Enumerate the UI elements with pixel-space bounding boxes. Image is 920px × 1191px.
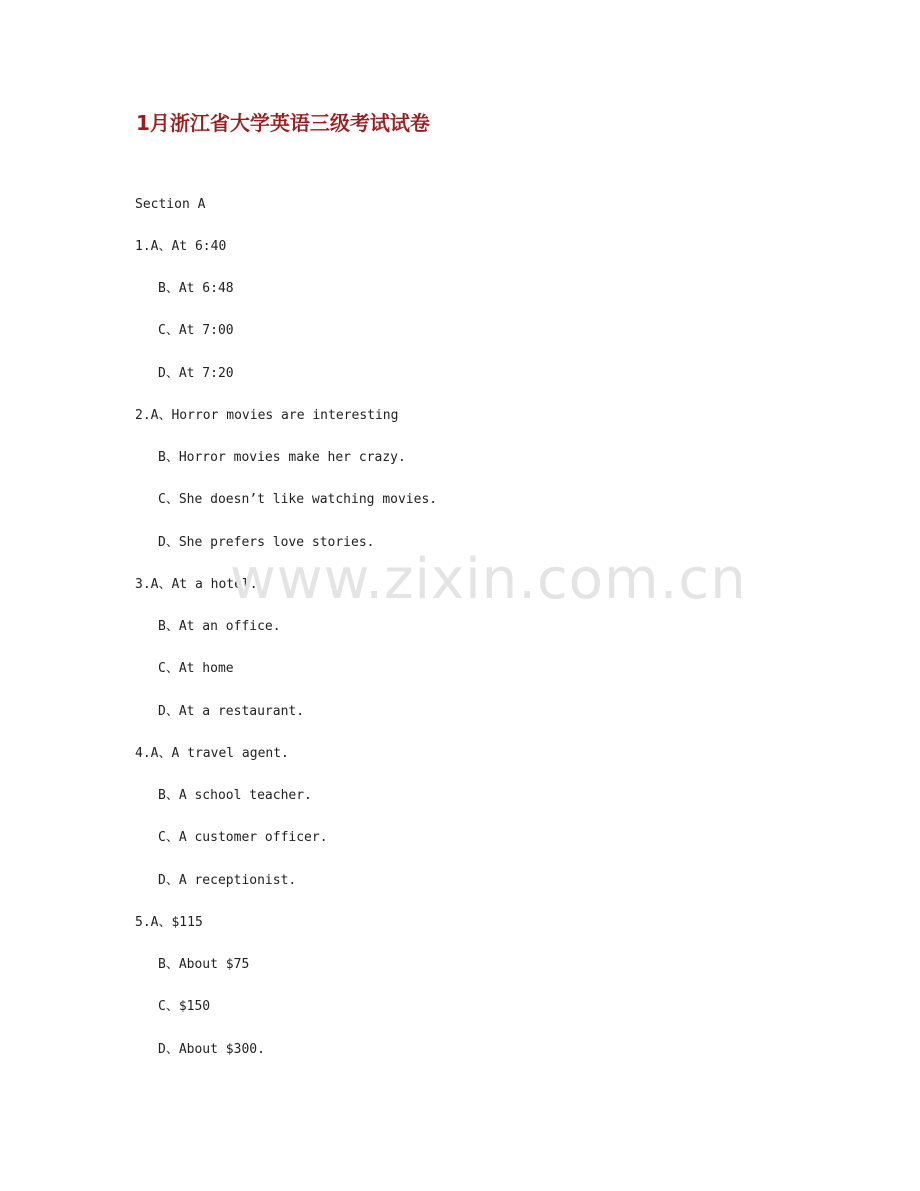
watermark: www.zixin.com.cn xyxy=(230,547,747,612)
document-title: 1月浙江省大学英语三级考试试卷 xyxy=(136,111,430,135)
question-3-option-d: D、At a restaurant. xyxy=(158,704,305,719)
question-3-option-b: B、At an office. xyxy=(158,619,281,634)
question-3-option-c: C、At home xyxy=(158,661,234,676)
question-1-option-d: D、At 7:20 xyxy=(158,366,234,381)
question-1-option-c: C、At 7:00 xyxy=(158,323,234,338)
question-5-option-b: B、About $75 xyxy=(158,957,250,972)
question-2-option-d: D、She prefers love stories. xyxy=(158,535,375,550)
question-1-option-a: 1.A、At 6:40 xyxy=(135,239,227,254)
section-heading: Section A xyxy=(135,197,206,212)
question-3-option-a: 3.A、At a hotel. xyxy=(135,577,258,592)
question-2-option-b: B、Horror movies make her crazy. xyxy=(158,450,406,465)
question-1-option-b: B、At 6:48 xyxy=(158,281,234,296)
question-4-option-d: D、A receptionist. xyxy=(158,873,297,888)
question-4-option-a: 4.A、A travel agent. xyxy=(135,746,289,761)
question-2-option-a: 2.A、Horror movies are interesting xyxy=(135,408,399,423)
question-4-option-c: C、A customer officer. xyxy=(158,830,328,845)
question-5-option-a: 5.A、$115 xyxy=(135,915,203,930)
question-2-option-c: C、She doesn’t like watching movies. xyxy=(158,492,438,507)
question-5-option-d: D、About $300. xyxy=(158,1042,265,1057)
question-4-option-b: B、A school teacher. xyxy=(158,788,312,803)
question-5-option-c: C、$150 xyxy=(158,999,211,1014)
